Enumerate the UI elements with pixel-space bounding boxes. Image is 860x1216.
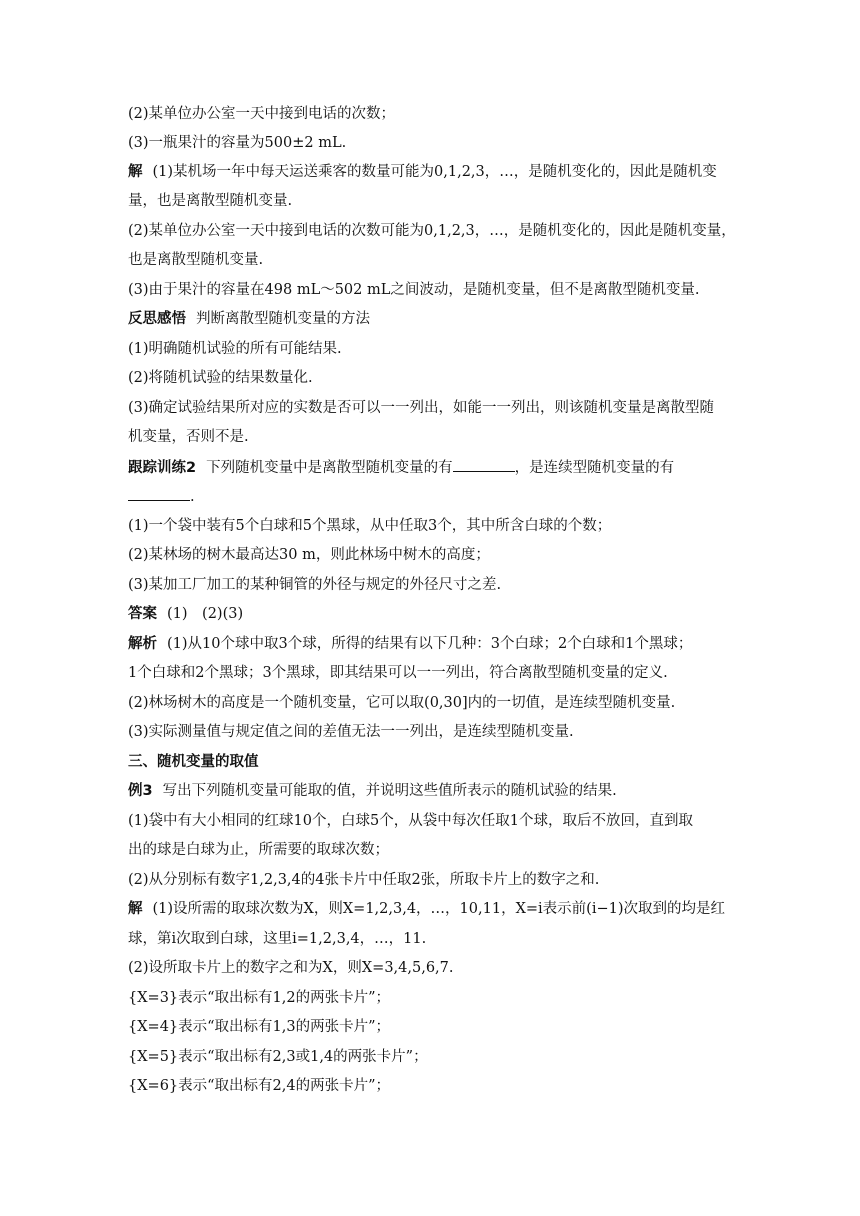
text-line: (1)明确随机试验的所有可能结果. — [128, 341, 342, 357]
practice-heading — [128, 457, 738, 478]
text-line: 1个白球和2个黑球；3个黑球，即其结果可以一一列出，符合离散型随机变量的定义. — [128, 665, 668, 681]
text-line: (1)一个袋中装有5个白球和5个黑球，从中任取3个，其中所含白球的个数； — [128, 518, 612, 534]
text-line: {X=5}表示“取出标有2,3或1,4的两张卡片”； — [128, 1049, 428, 1065]
text-line: 球，第i次取到白球，这里i=1,2,3,4，…，11. — [128, 931, 427, 947]
solution-line — [128, 899, 738, 919]
answer-blank — [453, 457, 515, 472]
solution-label: 解 — [128, 164, 143, 180]
text-line: (2)从分别标有数字1,2,3,4的4张卡片中任取2张，所取卡片上的数字之和. — [128, 872, 600, 888]
text-line: (2)某单位办公室一天中接到电话的次数； — [128, 106, 396, 122]
reflection-title: 判断离散型随机变量的方法 — [196, 311, 370, 327]
text-line: (2)某林场的树木最高达30 m，则此林场中树木的高度； — [128, 547, 490, 563]
example-text: 写出下列随机变量可能取的值，并说明这些值所表示的随机试验的结果. — [162, 783, 617, 799]
text-line: (3)一瓶果汁的容量为500±2 mL. — [128, 135, 347, 151]
example-label: 例3 — [128, 783, 153, 799]
answer-blank — [128, 486, 190, 501]
practice-text-2: ，是连续型随机变量的有 — [514, 460, 675, 476]
text-line: (3)由于果汁的容量在498 mL～502 mL之间波动，是随机变量，但不是离散型随机变量. — [128, 282, 700, 298]
solution-line — [128, 162, 738, 182]
solution-text: (1)设所需的取球次数为X，则X=1,2,3,4，…，10,11，X=i表示前(i−1)次取到的均是红 — [152, 901, 726, 917]
reflection-heading — [128, 309, 738, 329]
practice-label: 跟踪训练2 — [128, 460, 197, 476]
solution-label: 解 — [128, 901, 143, 917]
text-line: (3)确定试验结果所对应的实数是否可以一一列出，如能一一列出，则该随机变量是离散型随 — [128, 400, 715, 416]
analysis-line — [128, 634, 738, 654]
answer-label: 答案 — [128, 606, 157, 622]
text-line: (1)袋中有大小相同的红球10个，白球5个，从袋中每次任取1个球，取后不放回，直到取 — [128, 813, 693, 829]
text-line: 也是离散型随机变量. — [128, 252, 264, 268]
answer-line — [128, 604, 738, 624]
text-line: {X=6}表示“取出标有2,4的两张卡片”； — [128, 1078, 391, 1094]
text-line: {X=3}表示“取出标有1,2的两张卡片”； — [128, 990, 391, 1006]
text-line: 机变量，否则不是. — [128, 429, 249, 445]
analysis-text: (1)从10个球中取3个球，所得的结果有以下几种：3个白球；2个白球和1个黑球； — [167, 636, 693, 652]
text-line: (2)林场树木的高度是一个随机变量，它可以取(0,30]内的一切值，是连续型随机变量. — [128, 695, 676, 711]
text-line: (2)将随机试验的结果数量化. — [128, 370, 313, 386]
analysis-label: 解析 — [128, 636, 157, 652]
answer-text: (1) (2)(3) — [167, 606, 244, 622]
text-line: (2)某单位办公室一天中接到电话的次数可能为0,1,2,3，…，是随机变化的，因此是随机变量， — [128, 223, 736, 239]
text-line: (3)实际测量值与规定值之间的差值无法一一列出，是连续型随机变量. — [128, 724, 574, 740]
text-line — [128, 486, 738, 507]
text-line: {X=4}表示“取出标有1,3的两张卡片”； — [128, 1019, 391, 1035]
text-line: 出的球是白球为止，所需要的取球次数； — [128, 842, 389, 858]
text-line: (2)设所取卡片上的数字之和为X，则X=3,4,5,6,7. — [128, 960, 454, 976]
text-line: 量，也是离散型随机变量. — [128, 193, 293, 209]
text-line: (3)某加工厂加工的某种铜管的外径与规定的外径尺寸之差. — [128, 577, 502, 593]
example-heading — [128, 781, 738, 801]
solution-text: (1)某机场一年中每天运送乘客的数量可能为0,1,2,3，…，是随机变化的，因此是随机变 — [152, 164, 717, 180]
section-heading: 三、随机变量的取值 — [128, 754, 259, 770]
reflection-label: 反思感悟 — [128, 311, 186, 327]
practice-text: 下列随机变量中是离散型随机变量的有 — [206, 460, 453, 476]
period: . — [190, 489, 195, 505]
